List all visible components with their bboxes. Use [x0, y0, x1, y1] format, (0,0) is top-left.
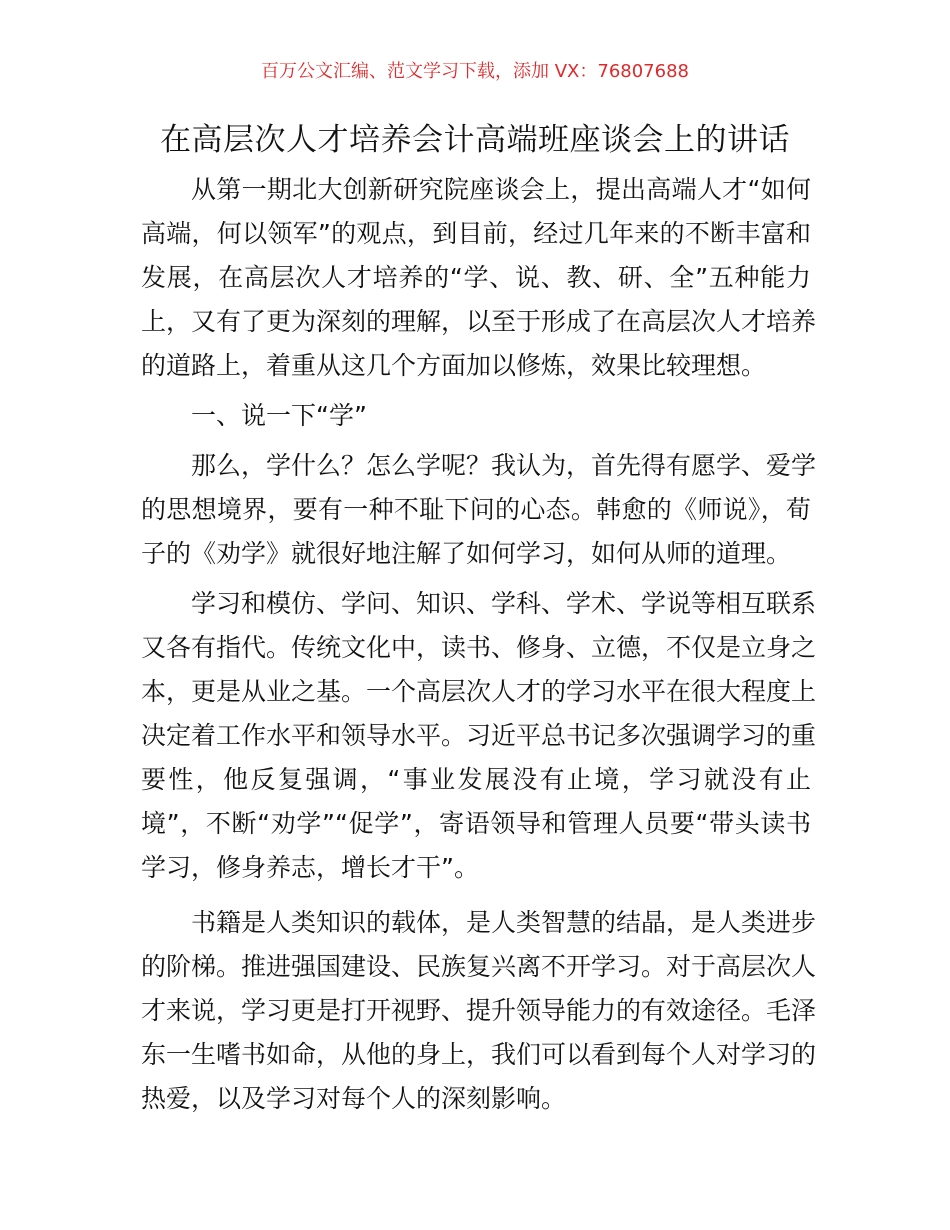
text-line: 的道路上，着重从这几个方面加以修炼，效果比较理想。	[141, 351, 767, 380]
text-line: 境”，不断“劝学”“促学”，寄语领导和管理人员要“带头读书	[141, 809, 811, 838]
text-line: 热爱，以及学习对每个人的深刻影响。	[141, 1084, 567, 1113]
text-line: 发展，在高层次人才培养的“学、说、教、研、全”五种能力	[141, 263, 811, 292]
text-line: 才来说，学习更是打开视野、提升领导能力的有效途径。毛泽	[141, 996, 817, 1025]
watermark-header: 百万公文汇编、范文学习下载，添加 VX：76807688	[261, 61, 689, 82]
section-heading	[141, 394, 811, 438]
text-line: 又各有指代。传统文化中，读书、修身、立德，不仅是立身之	[141, 633, 817, 662]
text-line: 书籍是人类知识的载体，是人类智慧的结晶，是人类进步	[191, 908, 817, 937]
text-line: 学习，修身养志，增长才干”。	[141, 853, 479, 882]
text-line: 上，又有了更为深刻的理解，以至于形成了在高层次人才培养	[141, 307, 817, 336]
text-line: 要性，他反复强调，“事业发展没有止境，学习就没有止	[141, 765, 811, 794]
text-line: 本，更是从业之基。一个高层次人才的学习水平在很大程度上	[141, 677, 817, 706]
text-line: 那么，学什么？怎么学呢？我认为，首先得有愿学、爱学	[191, 451, 817, 480]
paragraph	[141, 444, 817, 576]
text-line: 子的《劝学》就很好地注解了如何学习，如何从师的道理。	[141, 539, 792, 568]
text-line: 一、说一下“学”	[191, 401, 367, 430]
document-title: 在高层次人才培养会计高端班座谈会上的讲话	[160, 122, 790, 158]
paragraph	[141, 168, 817, 388]
paragraph	[141, 582, 817, 890]
text-line: 东一生嗜书如命，从他的身上，我们可以看到每个人对学习的	[141, 1040, 817, 1069]
text-line: 决定着工作水平和领导水平。习近平总书记多次强调学习的重	[141, 721, 817, 750]
text-line: 的思想境界，要有一种不耻下问的心态。韩愈的《师说》，荀	[141, 495, 811, 524]
document-body	[141, 168, 817, 1127]
text-line: 学习和模仿、学问、知识、学科、学术、学说等相互联系	[191, 589, 817, 618]
text-line: 高端，何以领军”的观点，到目前，经过几年来的不断丰富和	[141, 219, 811, 248]
paragraph	[141, 901, 817, 1121]
text-line: 的阶梯。推进强国建设、民族复兴离不开学习。对于高层次人	[141, 952, 817, 981]
text-line: 从第一期北大创新研究院座谈会上，提出高端人才“如何	[191, 175, 811, 204]
